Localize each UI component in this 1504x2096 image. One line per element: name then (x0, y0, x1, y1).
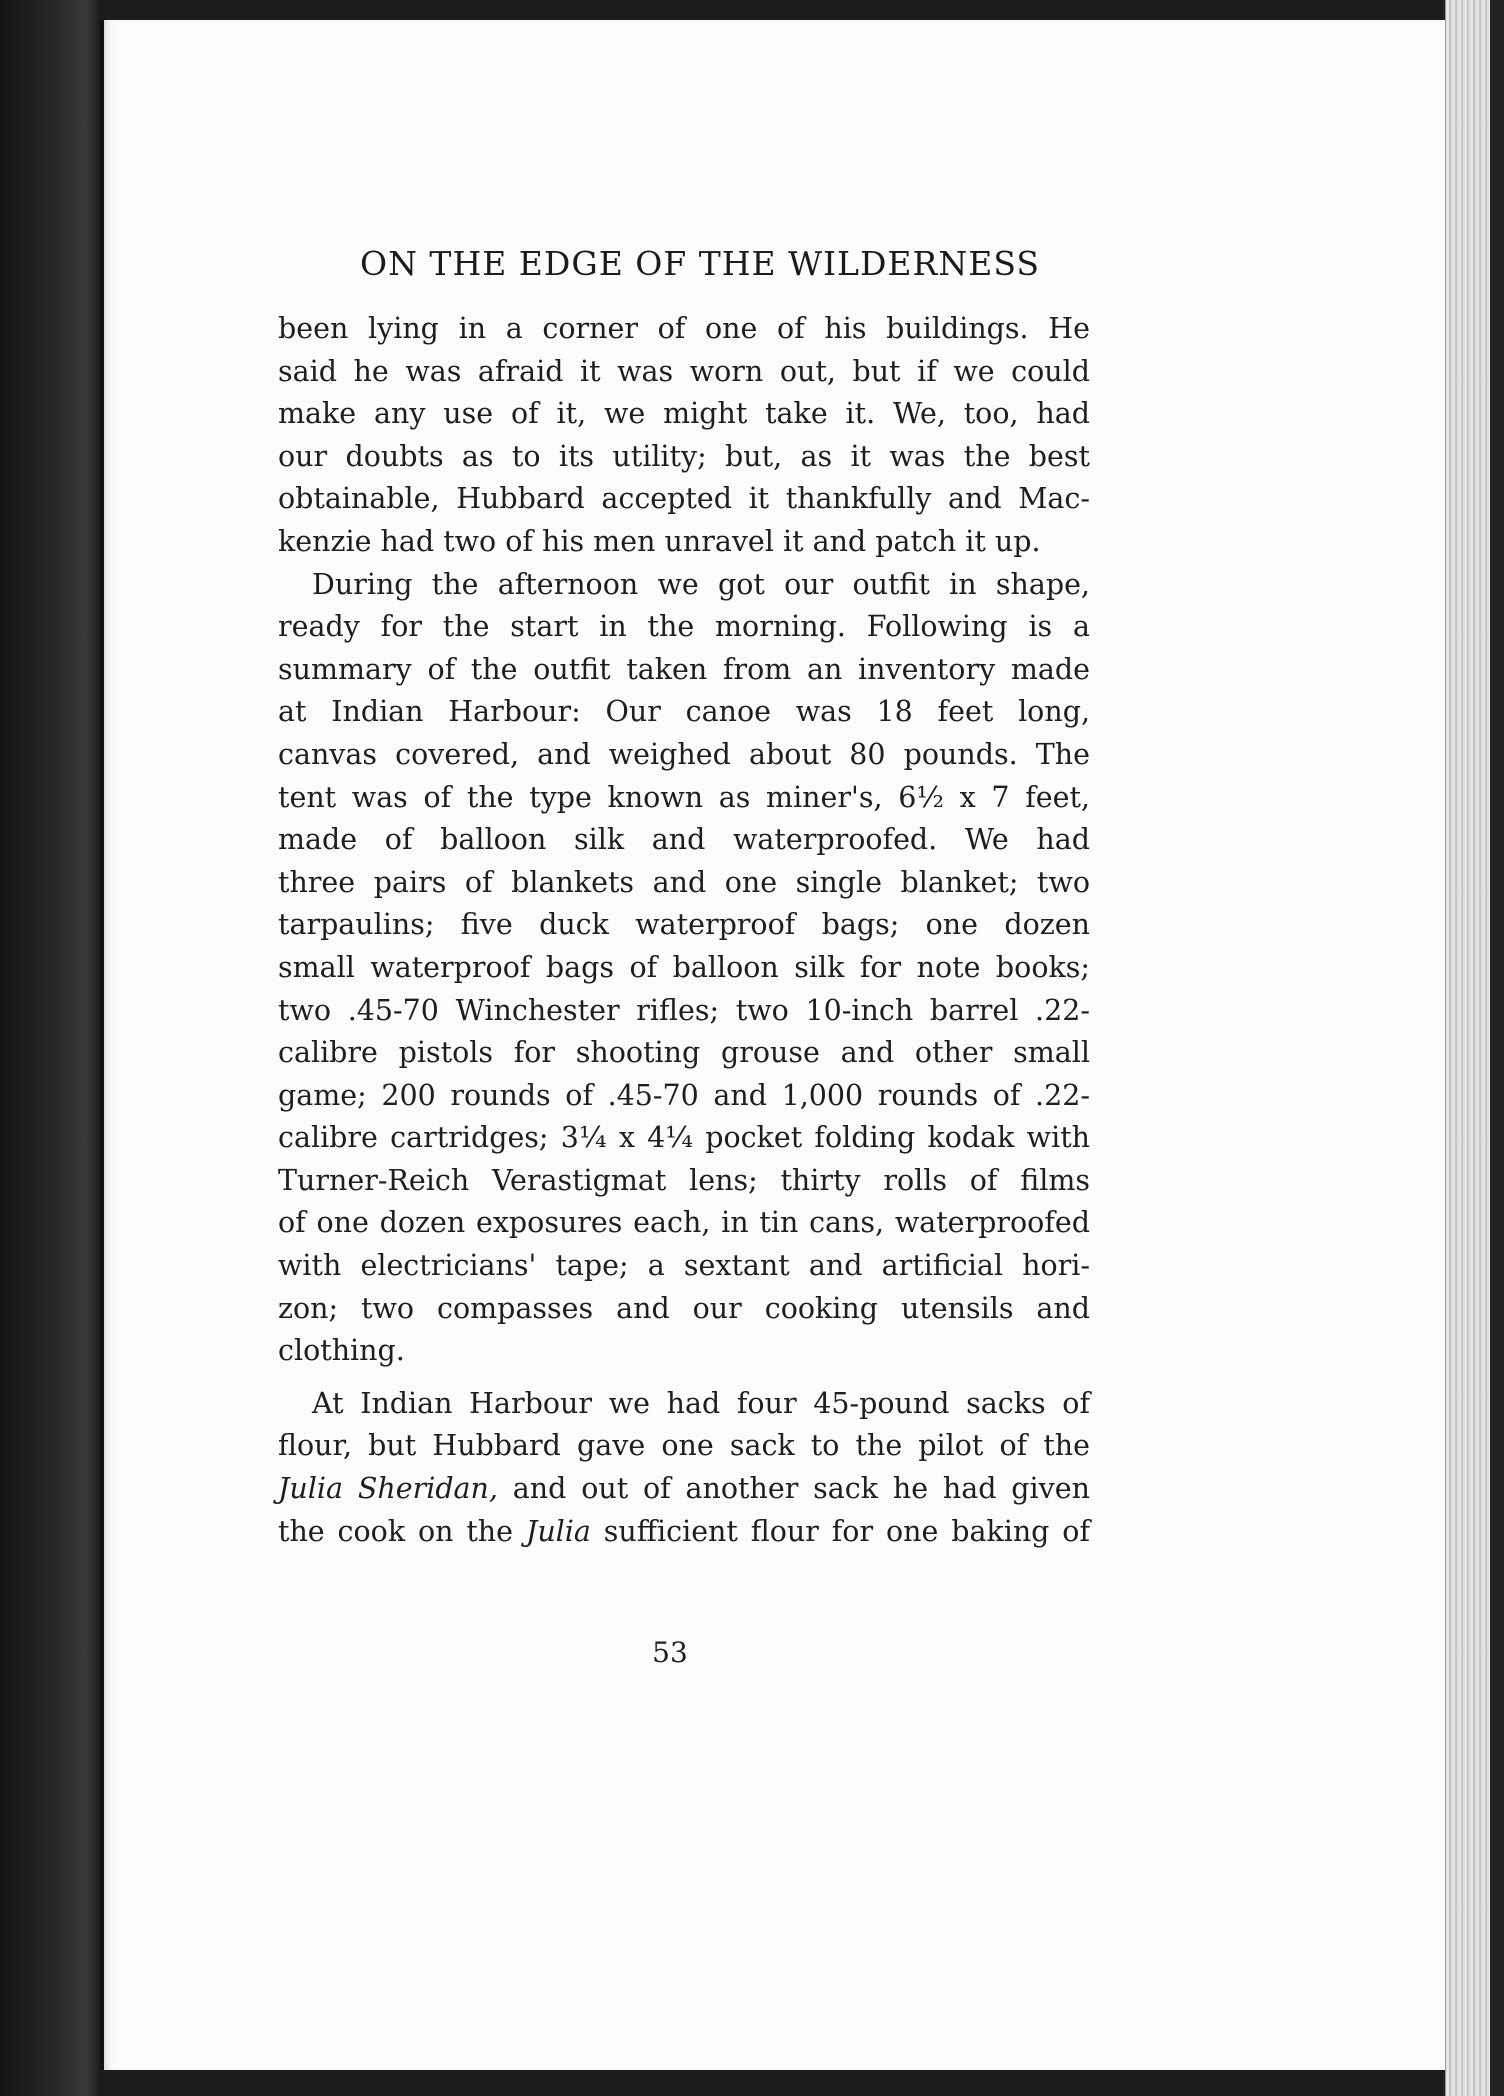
text-line: Turner-Reich Verastigmat lens; thirty rolls of films (278, 1163, 1090, 1197)
text-line: flour, but Hubbard gave one sack to the pilot of the (278, 1429, 1090, 1463)
text-line: canvas covered, and weighed about 80 pounds. The (278, 737, 1090, 771)
text-line: at Indian Harbour: Our canoe was 18 feet long, (278, 695, 1090, 729)
text-line: clothing. (278, 1334, 405, 1368)
text-line: calibre cartridges; 3¼ x 4¼ pocket folding kodak with (278, 1121, 1090, 1155)
text-line: tent was of the type known as miner's, 6½ x 7 feet, (278, 780, 1090, 814)
text-line: make any use of it, we might take it. We, too, had (278, 397, 1090, 431)
running-head: ON THE EDGE OF THE WILDERNESS (360, 244, 1040, 283)
text-run: and out of another sack he had given (497, 1472, 1090, 1506)
text-line: During the afternoon we got our outfit in shape, (312, 567, 1090, 601)
text-line-julia-sheridan (278, 1468, 1090, 1511)
text-line-julia (278, 1511, 1090, 1554)
text-line: made of balloon silk and waterproofed. We had (278, 823, 1090, 857)
text-line: of one dozen exposures each, in tin cans, waterproofed (278, 1206, 1090, 1240)
text-line: said he was afraid it was worn out, but if we could (278, 354, 1090, 388)
paragraph-gap (278, 1373, 1090, 1383)
text-line: our doubts as to its utility; but, as it was the best (278, 439, 1090, 473)
text-run: sufficient flour for one baking of (590, 1514, 1090, 1548)
text-line: summary of the outfit taken from an inventory made (278, 652, 1090, 686)
text-line: three pairs of blankets and one single blanket; two (278, 865, 1090, 899)
page-edges (1445, 0, 1504, 2096)
text-run: the cook on the (278, 1514, 526, 1548)
text-line: calibre pistols for shooting grouse and other small (278, 1036, 1090, 1070)
text-line: game; 200 rounds of .45-70 and 1,000 rounds of .22- (278, 1078, 1090, 1112)
ship-name-italic: Julia (525, 1514, 591, 1548)
text-line: with electricians' tape; a sextant and artificial hori- (278, 1249, 1090, 1283)
ship-name-italic: Julia Sheridan, (278, 1472, 498, 1506)
text-line: obtainable, Hubbard accepted it thankfully and Mac- (278, 482, 1090, 516)
text-line: been lying in a corner of one of his buildings. He (278, 312, 1090, 345)
page-number: 53 (652, 1636, 688, 1669)
text-line: two .45-70 Winchester rifles; two 10-inch barrel .22- (278, 993, 1090, 1027)
text-line: ready for the start in the morning. Following is a (278, 610, 1090, 644)
text-line: At Indian Harbour we had four 45-pound sacks of (312, 1386, 1090, 1420)
text-line: zon; two compasses and our cooking utensils and (278, 1291, 1090, 1325)
text-line: tarpaulins; five duck waterproof bags; one dozen (278, 908, 1090, 942)
text-line: kenzie had two of his men unravel it and patch it up. (278, 524, 1041, 558)
text-line: small waterproof bags of balloon silk for note books; (278, 950, 1090, 984)
body-text (278, 308, 1090, 1553)
